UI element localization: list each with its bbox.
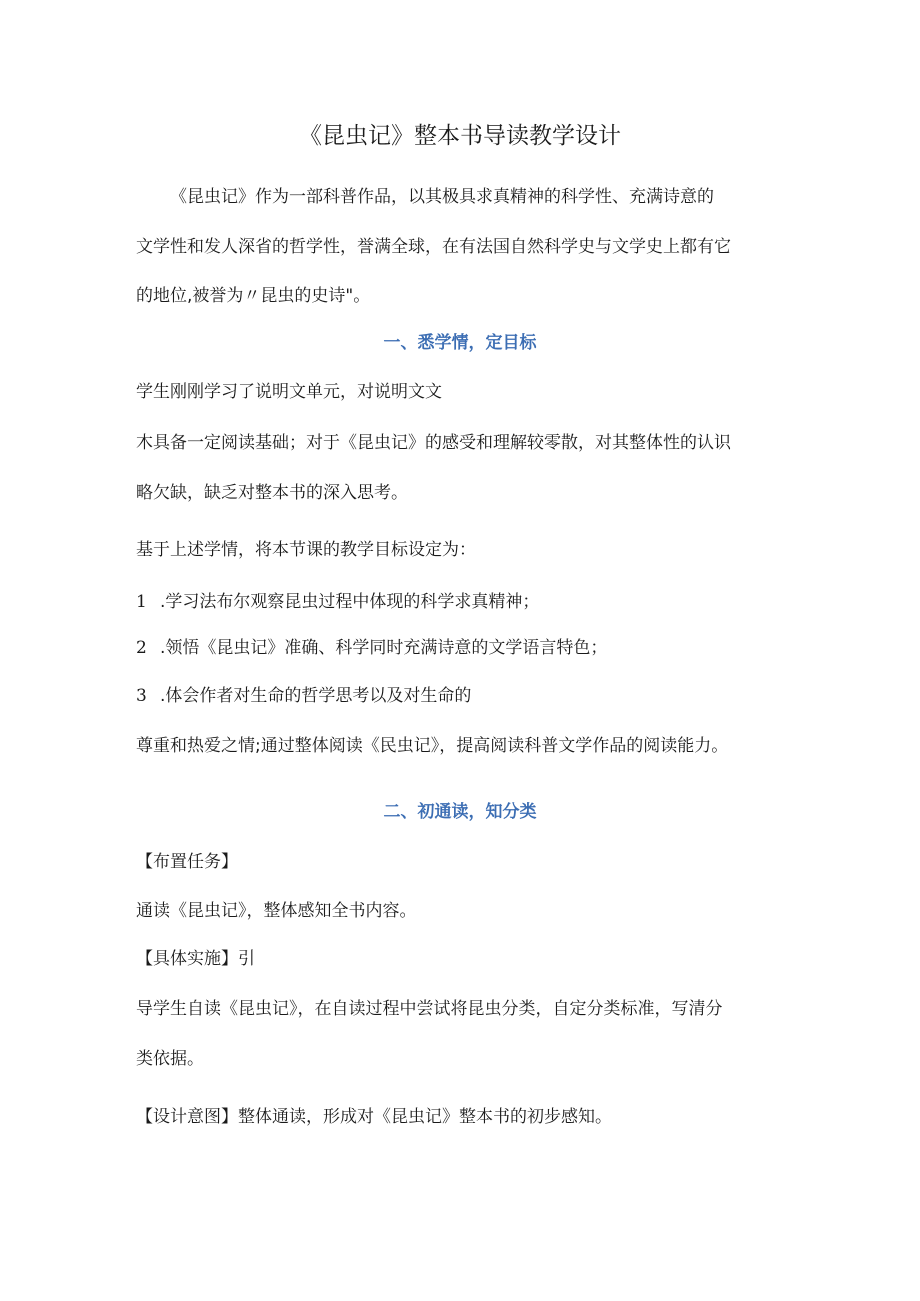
- goal-number: 1: [136, 592, 147, 612]
- section2-line-6: 【设计意图】整体通读，形成对《昆虫记》整本书的初步感知。: [136, 1107, 612, 1127]
- section1-line-4: 基于上述学情，将本节课的教学目标设定为：: [136, 540, 476, 560]
- intro-line-1: 《昆虫记》作为一部科普作品，以其极具求真精神的科学性、充满诗意的: [170, 187, 714, 207]
- section-heading-1: 一、悉学情，定目标: [383, 333, 537, 353]
- section1-line-1: 学生刚刚学习了说明文单元，对说明文文: [136, 382, 442, 402]
- section2-line-3: 【具体实施】引: [136, 949, 255, 969]
- intro-line-3: 的地位,被誉为〃昆虫的史诗"。: [136, 286, 371, 306]
- section2-line-1: 【布置任务】: [136, 852, 238, 872]
- document-title: 《昆虫记》整本书导读教学设计: [299, 123, 621, 149]
- goal-text: .学习法布尔观察昆虫过程中体现的科学求真精神；: [160, 592, 540, 612]
- goal-item-1: [136, 589, 539, 615]
- goal-text: .领悟《昆虫记》准确、科学同时充满诗意的文学语言特色；: [160, 638, 608, 658]
- goal-item-3: [136, 683, 471, 709]
- goal-3-continuation: 尊重和热爱之情;通过整体阅读《民虫记》，提高阅读科普文学作品的阅读能力。: [136, 736, 729, 756]
- section2-line-2: 通读《昆虫记》，整体感知全书内容。: [136, 901, 417, 921]
- goal-text: .体会作者对生命的哲学思考以及对生命的: [160, 686, 472, 706]
- section2-line-5: 类依据。: [136, 1049, 204, 1069]
- goal-number: 3: [136, 686, 147, 706]
- goal-number: 2: [136, 638, 147, 658]
- section1-line-3: 略欠缺，缺乏对整本书的深入思考。: [136, 483, 408, 503]
- intro-line-2: 文学性和发人深省的哲学性，誉满全球，在有法国自然科学史与文学史上都有它: [136, 237, 731, 257]
- section2-line-4: 导学生自读《昆虫记》，在自读过程中尝试将昆虫分类，自定分类标准，写清分: [136, 999, 723, 1019]
- section-heading-2: 二、初通读，知分类: [383, 802, 537, 822]
- section1-line-2: 木具备一定阅读基础；对于《昆虫记》的感受和理解较零散，对其整体性的认识: [136, 433, 731, 453]
- goal-item-2: [136, 635, 607, 661]
